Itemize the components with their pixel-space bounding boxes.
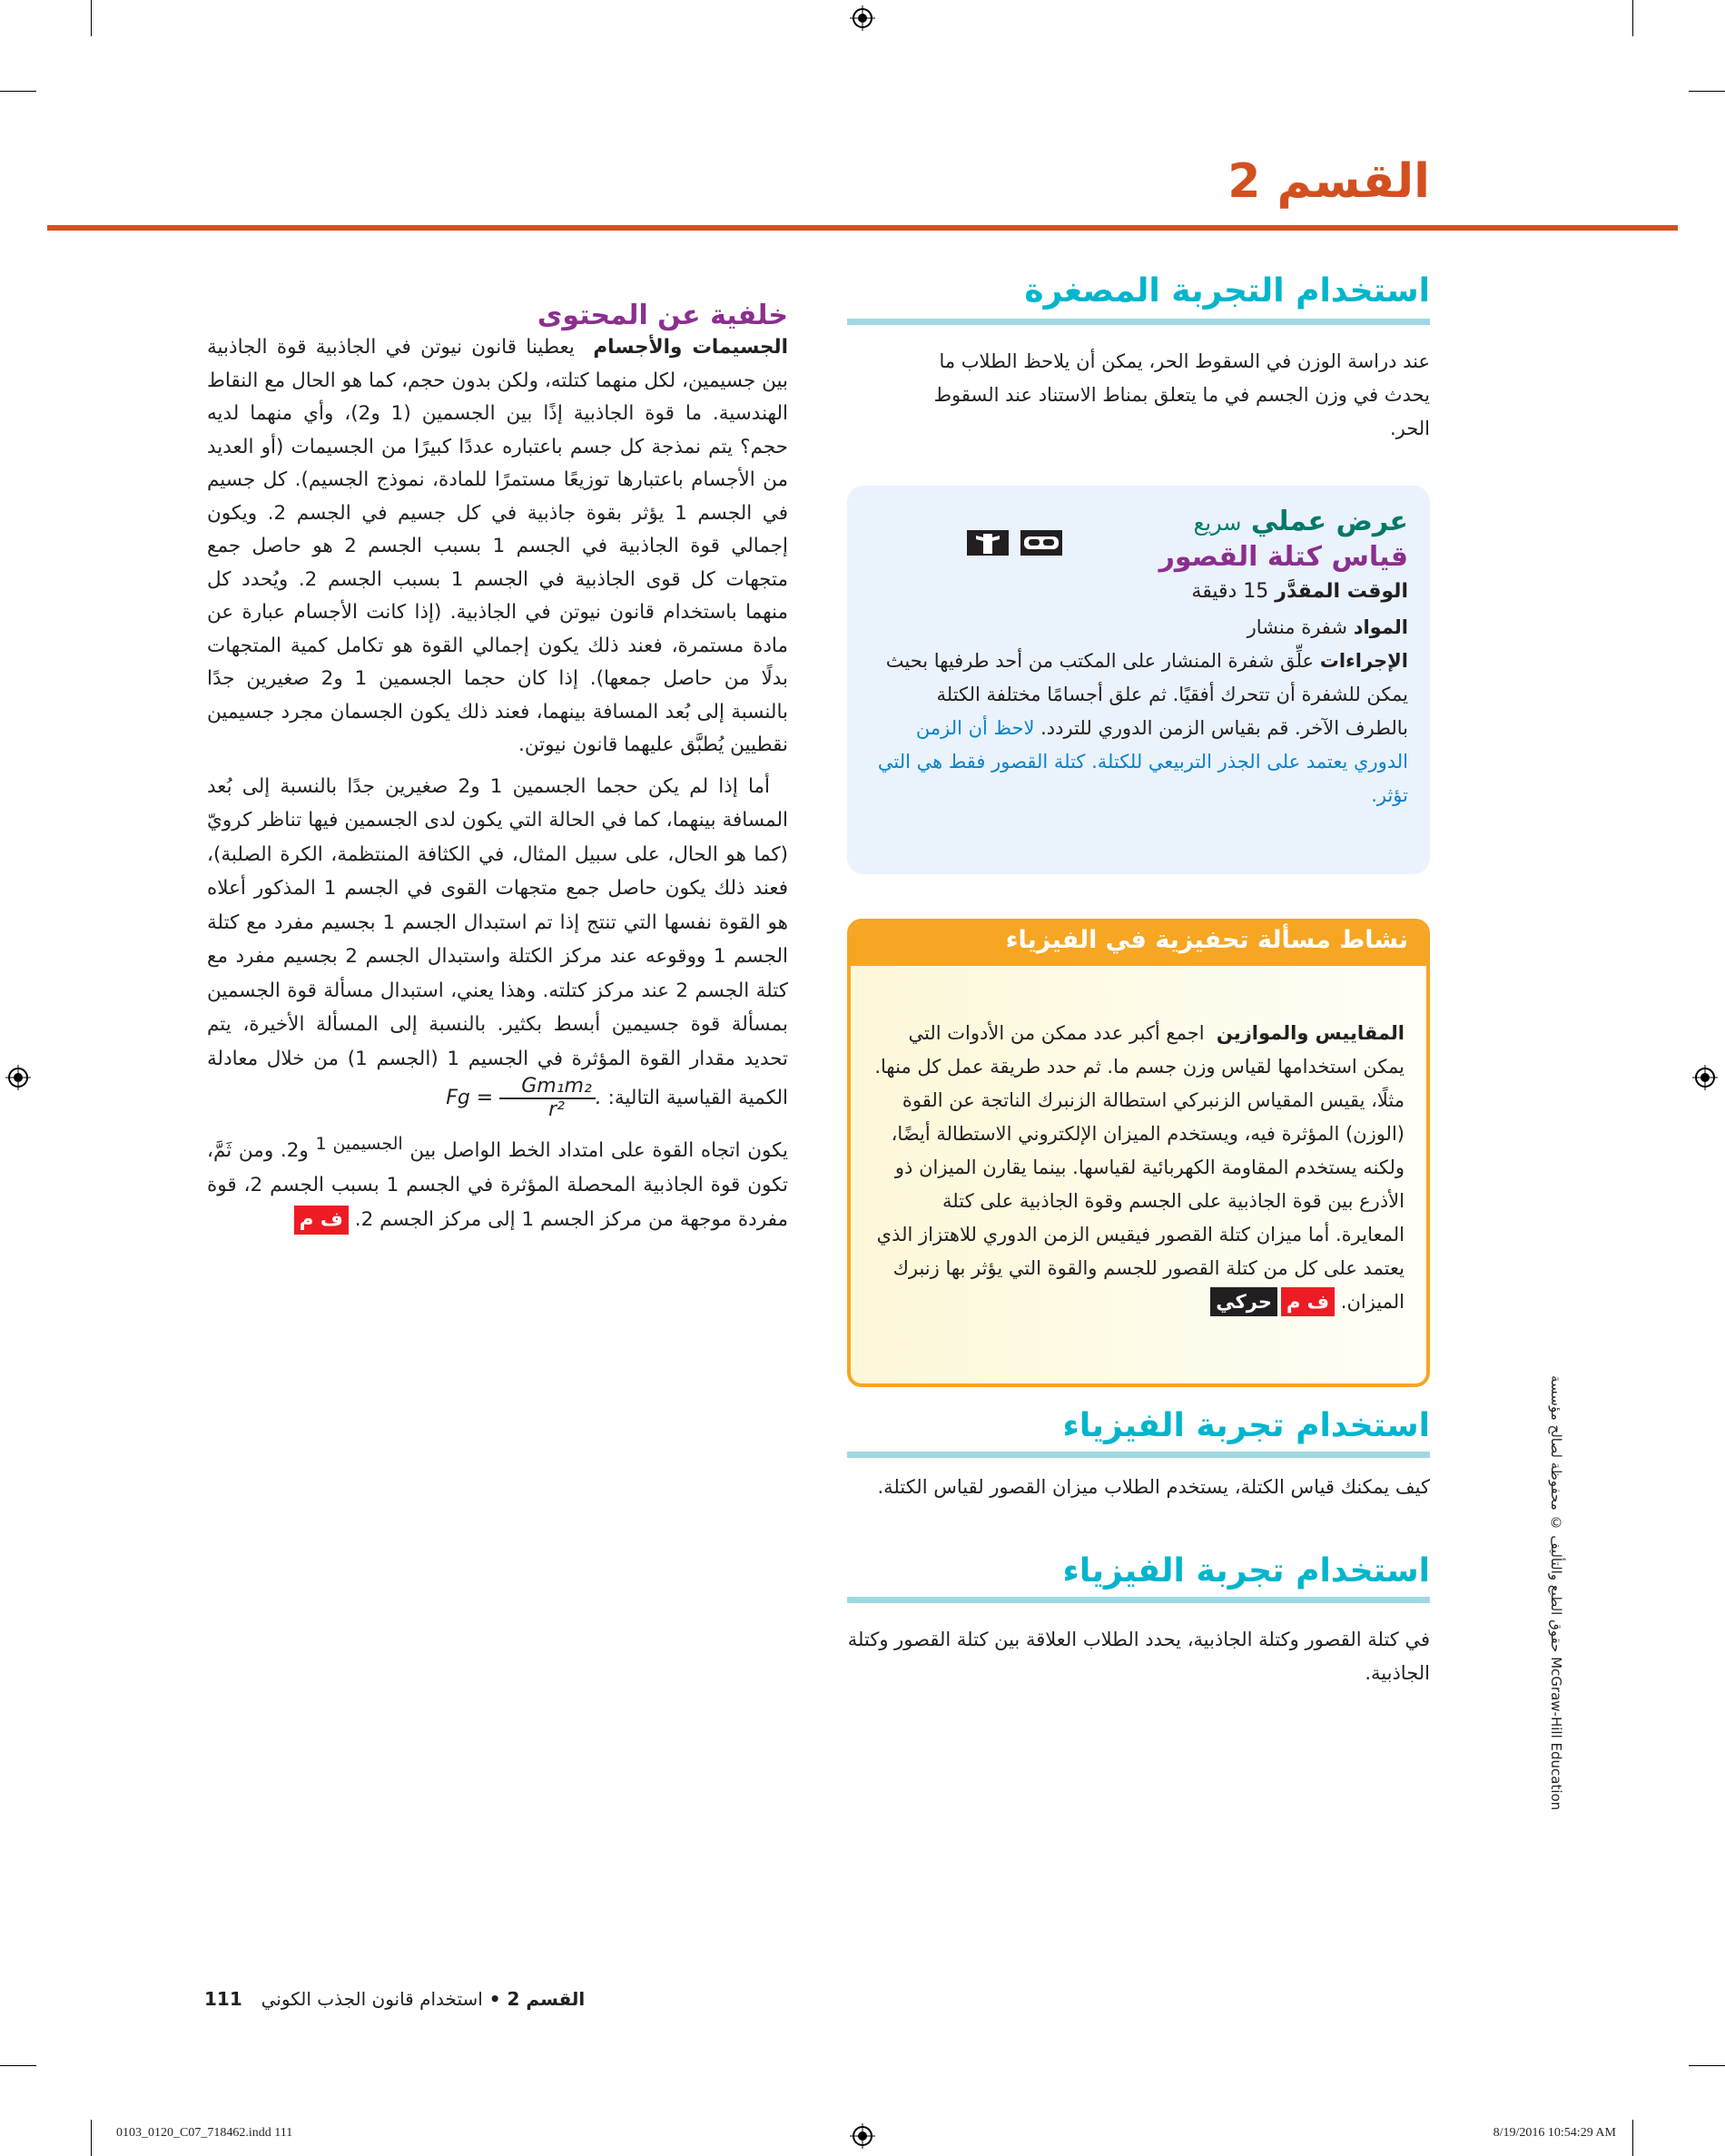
heading-rule — [847, 1597, 1430, 1603]
procedure-row — [869, 645, 1408, 812]
physics-lab-section-2 — [847, 1552, 1430, 1690]
badge-fm: ف م — [1281, 1287, 1335, 1316]
quick-demo-title-light: سريع — [1193, 510, 1242, 536]
physics-lab-heading: استخدام تجربة الفيزياء — [1062, 1552, 1430, 1590]
slug-filename: 0103_0120_C07_718462.indd 111 — [116, 2126, 293, 2140]
procedure-note: لاحظ أن الزمن الدوري يعتمد على الجذر التربيعي للكتلة. كتلة القصور فقط هي التي تؤثر. — [877, 717, 1408, 806]
registration-mark-icon — [1692, 1065, 1718, 1090]
section-divider — [47, 225, 1678, 231]
footer-bullet: • — [488, 1988, 501, 2010]
heading-rule — [847, 319, 1430, 325]
badge-fm: ف م — [294, 1206, 349, 1235]
physics-lab-section-1 — [847, 1407, 1430, 1504]
page-footer — [204, 1988, 585, 2010]
formula-lhs: Fg = — [446, 1087, 494, 1109]
physics-lab-body: في كتلة القصور وكتلة الجاذبية، يحدد الطلاب العلاقة بين كتلة القصور وكتلة الجاذبية. — [847, 1629, 1430, 1684]
crop-mark — [91, 2120, 92, 2156]
crop-mark — [91, 0, 92, 36]
formula-denominator: r² — [548, 1098, 565, 1121]
time-row — [869, 575, 1408, 608]
crop-mark — [0, 2065, 36, 2066]
safety-icons — [960, 530, 1062, 556]
footer-chapter: استخدام قانون الجذب الكوني — [261, 1988, 483, 2010]
background-paragraph-1 — [207, 331, 788, 763]
background-p2-text: أما إذا لم يكن حجما الجسمين 1 و2 صغيرين جدًا بالنسبة إلى بُعد المسافة بينهما، كما في الحالة التي يكون لدى الجسمين فيها تناظر كرويّ (كما هو الحال، على سبيل المثال، في الكثافة المنتظمة، الكرة الصلبة)، فعند ذلك يكون حاصل جمع متجهات القوى في الجسم 1 المذكور أعلاه هو القوة نفسها التي تنتج إذا تم استبدال الجسم 1 بجسيم مفرد مع كتلة الجسم 1 ووقوعه عند مركز الكتلة واستبدال الجسم 2 بجسيم مفرد مع كتلة الجسم 2 عند مركز كتلته. وهذا يعني، استبدال مسألة قوة الجسمين بمسألة قوة جسيمين أبسط بكثير. بالنسبة إلى المسألة الأخيرة، يتم تحديد مقدار القوة المؤثرة في الجسيم 1 (الجسم 1) من خلال معادلة الكمية القياسية التالية: — [207, 774, 789, 1109]
registration-mark-icon — [850, 2123, 875, 2149]
procedure-text: علِّق شفرة المنشار على المكتب من أحد طرفيها بحيث يمكن للشفرة أن تتحرك أفقيًا. ثم علق أجسامًا مختلفة الكتلة بالطرف الآخر. قم بقياس الزمن الدوري للتردد. — [885, 650, 1408, 739]
crop-mark — [1689, 91, 1725, 92]
content-background-section — [207, 300, 788, 1237]
goggles-icon — [1020, 530, 1062, 556]
challenge-problem-box — [847, 919, 1430, 1387]
quick-demo-title — [869, 506, 1408, 537]
registration-mark-icon — [850, 5, 875, 31]
badge-kinetic: حركي — [1210, 1287, 1277, 1316]
mini-lab-section — [847, 272, 1430, 446]
formula-numerator: Gm₁m₂ — [499, 1076, 596, 1099]
slug-date: 8/19/2016 10:54:29 AM — [1493, 2126, 1616, 2140]
challenge-text: اجمع أكبر عدد ممكن من الأدوات التي يمكن استخدامها لقياس وزن جسم ما. ثم حدد طريقة عمل كل منها. مثلًا، يقيس المقياس الزنبركي استطالة الزنبرك الناتجة عن القوة (الوزن) المؤثرة فيه، ويستخدم الميزان الإلكتروني الاستطالة أيضًا، ولكنه يستخدم المقاومة الكهربائية لقياسها. بينما يقارن الميزان ذو الأذرع بين قوة الجاذبية على الجسم وقوة الجاذبية على كتلة المعايرة. أما ميزان كتلة القصور فيقيس الزمن الدوري للاهتزاز الذي يعتمد على كل من كتلة القصور للجسم والقوة التي يؤثر بها زنبرك الميزان. — [874, 1022, 1405, 1313]
challenge-lead: المقاييس والموازين — [1216, 1022, 1405, 1044]
mini-lab-body: عند دراسة الوزن في السقوط الحر، يمكن أن يلاحظ الطلاب ما يحدث في وزن الجسم في ما يتعلق بمناط الاستناد عند السقوط الحر. — [933, 350, 1430, 439]
background-p3-text-a: يكون اتجاه القوة على امتداد الخط الواصل بين — [409, 1139, 788, 1163]
materials-label: المواد — [1353, 616, 1408, 638]
challenge-header: نشاط مسألة تحفيزية في الفيزياء — [851, 922, 1426, 966]
heading-rule — [847, 1452, 1430, 1458]
background-p3-text-b: و2. ومن ثَمَّ، تكون قوة الجاذبية المحصلة المؤثرة في الجسم 1 بسبب الجسم 2، قوة مفردة موجهة من مركز الجسم 1 إلى مركز الجسم 2. — [207, 1139, 788, 1232]
crop-mark — [1632, 0, 1633, 36]
mini-lab-heading: استخدام التجربة المصغرة — [1024, 272, 1430, 310]
background-paragraph-2 — [207, 770, 788, 1122]
procedure-label: الإجراءات — [1319, 650, 1408, 672]
quick-demo-subtitle: قياس كتلة القصور — [1158, 541, 1408, 573]
physics-lab-body: كيف يمكنك قياس الكتلة، يستخدم الطلاب ميزان القصور لقياس الكتلة. — [877, 1476, 1430, 1498]
gravity-formula: Fg = $\frac{\text{Gm₁m₂}}{\text{r²}}$ . — [446, 1075, 602, 1121]
crop-mark — [1632, 2120, 1633, 2156]
crop-mark — [1689, 2065, 1725, 2066]
copyright-side-text: حقوق الطبع والتأليف © محفوظة لصالح مؤسسة McGraw-Hill Education — [1548, 1375, 1564, 1811]
background-p3-raised: الجسيمين 1 — [315, 1134, 403, 1154]
crop-mark — [0, 91, 36, 92]
time-label: الوقت المقدَّر — [1275, 580, 1408, 603]
formula-fraction — [499, 1076, 596, 1121]
registration-mark-icon — [5, 1065, 31, 1090]
physics-lab-heading: استخدام تجربة الفيزياء — [1062, 1407, 1430, 1444]
background-paragraph-3 — [207, 1127, 788, 1237]
time-value: 15 دقيقة — [1191, 580, 1269, 603]
background-lead: الجسيمات والأجسام — [593, 336, 788, 359]
materials-value: شفرة منشار — [1247, 616, 1347, 638]
challenge-body — [851, 966, 1426, 1319]
page-number: 111 — [204, 1988, 242, 2010]
footer-section: القسم 2 — [507, 1988, 586, 2010]
background-p1-text: يعطينا قانون نيوتن في الجاذبية قوة الجاذبية بين جسيمين، لكل منهما كتلته، ولكن بدون حجم، كما هو الحال مع النقاط الهندسية. ما قوة الجاذبية إذًا بين الجسمين (1 و2)، وأي منهما لديه حجم؟ يتم نمذجة كل جسم باعتباره عددًا كبيرًا من الجسيمات (أو العديد من الأجسام باعتبارها توزيعًا مستمرًا للمادة، نموذج الجسيم). كل جسيم في الجسم 1 يؤثر بقوة جاذبية في كل جسيم في الجسم 2. ويكون إجمالي قوة الجاذبية في الجسم 1 بسبب الجسم 2 هو حاصل جمع متجهات كل قوى الجاذبية في الجسم 1 بسبب الجسم 2. ويُحدد كل منهما باستخدام قانون نيوتن في الجاذبية. (إذا كانت الأجسام عبارة عن مادة مستمرة، فعند ذلك يكون إجمالي القوة هو تكامل كمية المتجهات بدلًا من حاصل جمعها). إذا كان حجما الجسمين 1 و2 صغيرين جدًا بالنسبة إلى بُعد المسافة بينهما، فعند ذلك يكون الجسمان مجرد جسيمين نقطيين يُطبَّق عليهما قانون نيوتن. — [207, 336, 788, 756]
quick-demo-box — [847, 486, 1430, 874]
materials-row — [869, 611, 1408, 645]
quick-demo-title-bold: عرض عملي — [1250, 506, 1408, 537]
lab-apron-icon — [967, 530, 1009, 556]
background-title: خلفية عن المحتوى — [537, 300, 788, 331]
section-title: القسم 2 — [1227, 154, 1430, 209]
